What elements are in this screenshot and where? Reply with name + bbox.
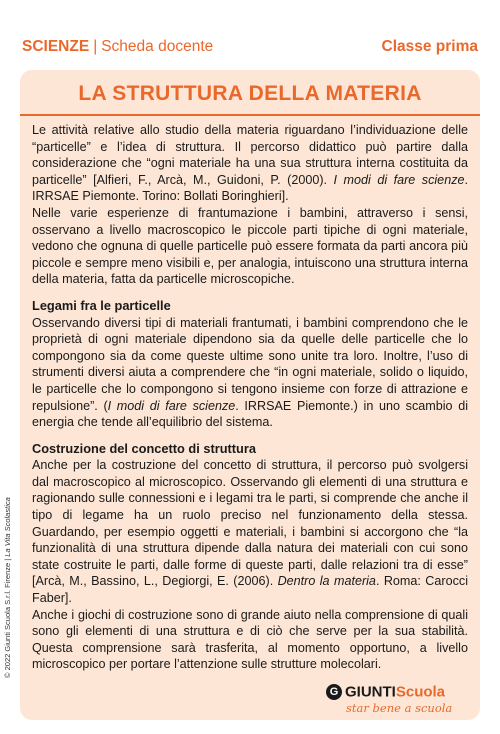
- section2-paragraph-1: [32, 457, 468, 606]
- section-heading-legami: Legami fra le particelle: [32, 297, 171, 313]
- page-title: LA STRUTTURA DELLA MATERIA: [78, 82, 422, 105]
- intro-paragraph-1: [32, 122, 468, 205]
- copyright-magazine: La Vita Scolastica: [3, 497, 12, 557]
- giunti-logo-icon: G: [326, 684, 342, 700]
- copyright-text: © 2022 Giunti Scuola S.r.l. Firenze |: [3, 556, 12, 678]
- class-level-label: Classe prima: [381, 38, 478, 55]
- intro-text-1a: Le attività relative allo studio della materia riguardano l’individuazione delle “particelle” e l’idea di struttura. Il percorso didattico può partire dalla considerazione che “ogni materiale ha una sua struttura interna costituita da particelle” [Alfieri, F., Arcà, M., Guidoni, P. (2000).: [32, 123, 468, 187]
- section1-text-a: Osservando diversi tipi di materiali frantumati, i bambini comprendono che le proprietà di ogni materiale dipendono sia da quelle delle particelle che lo compongono sia da come queste ultime sono unite tra loro. Inoltre, l’uso di strumenti diversi aiuta a comprendere che “in ogni materiale, solido o liquido, le particelle che lo compongono si tengono insieme con forze di attrazione e repulsione”. (: [32, 315, 468, 413]
- header-separator: |: [93, 38, 98, 55]
- document-body: [32, 122, 468, 673]
- logo-brand-text: GIUNTI: [345, 683, 396, 701]
- section2-citation-title: Dentro la materia: [277, 574, 376, 589]
- intro-citation-title: I modi di fare scienze: [333, 172, 465, 187]
- section2-text-a: Anche per la costruzione del concetto di struttura, il percorso può svolgersi dal macroscopico al microscopico. Osservando gli elementi di una struttura e ragionando sulle connessioni e i legami tra le parti, si comprende che anche il tipo di legame ha un ruolo preciso nel funzionamento della stessa. Guardando, per esempio oggetti e materiali, i bambini si accorgono che “la funzionalità di una struttura dipende dalla natura dei materiali con cui sono state costruite le parti, dalle forme di queste parti, dalle relazioni tra di esse” [Arcà, M., Bassino, L., Degiorgi, E. (2006).: [32, 458, 468, 589]
- intro-text-1b: . IRRSAE Piemonte. Torino: Bollati Boringhieri].: [32, 172, 468, 204]
- section2-text-b: . Roma: Carocci Faber].: [32, 574, 469, 606]
- section1-text-b: . IRRSAE Piemonte.) in uno scambio di energia che tende all’equilibrio del sistema.: [32, 398, 468, 430]
- section1-citation-title: I modi di fare scienze: [107, 398, 236, 413]
- subject-label: SCIENZE: [22, 38, 90, 55]
- copyright-note: [3, 497, 12, 678]
- giunti-scuola-logo: [326, 683, 476, 715]
- section2-paragraph-2: Anche i giochi di costruzione sono di grande aiuto nella comprensione di quali sono gli elementi di una struttura e di ciò che serve per la sua stabilità. Questa comprensione sarà trasferita, al momento opportuno, a livello microscopico per portare l’attenzione sulle strutture molecolari.: [32, 607, 468, 672]
- logo-brand-text-2: Scuola: [395, 683, 446, 701]
- section1-paragraph: [32, 315, 468, 431]
- section-heading-costruzione: Costruzione del concetto di struttura: [32, 440, 256, 456]
- title-divider: [20, 114, 480, 116]
- intro-paragraph-2: Nelle varie esperienze di frantumazione i bambini, attraverso i sensi, osservano a livello macroscopico le piccole parti tipiche di ogni materiale, vedono che ognuna di quelle particelle può essere formata da parti ancora più piccole e sempre meno visibili e, per analogia, intuiscono una struttura interna della materia, fatta da particelle microscopiche.: [32, 205, 468, 287]
- sheet-type-label: Scheda docente: [101, 38, 214, 55]
- page-header: [22, 38, 478, 60]
- logo-tagline: star bene a scuola: [346, 701, 453, 715]
